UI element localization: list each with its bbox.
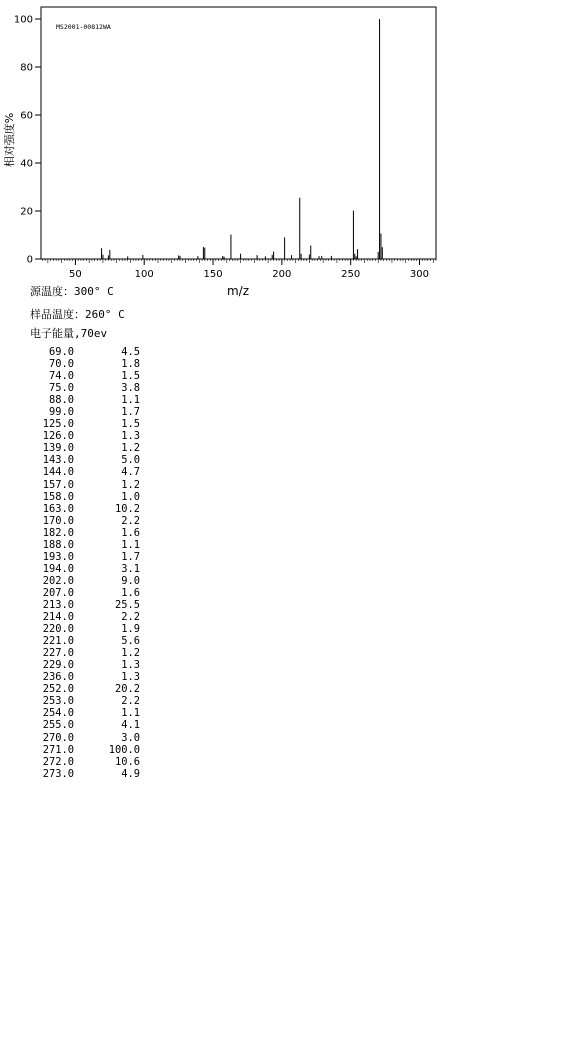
table-row: [30, 647, 140, 659]
mz-value: 254.0: [42, 707, 74, 720]
mz-value: 193.0: [42, 550, 74, 563]
table-row: [30, 418, 140, 430]
table-row: [30, 382, 140, 394]
peak-table: [30, 346, 140, 780]
abundance-value: 9.0: [121, 574, 140, 587]
table-row: [30, 479, 140, 491]
mass-spectrum-chart: [0, 0, 570, 300]
x-minor-ticks: [42, 259, 436, 263]
table-row: [30, 370, 140, 382]
mz-value: 70.0: [48, 358, 74, 371]
electron-energy: 电子能量,70ev: [30, 327, 108, 340]
table-row: [30, 466, 140, 478]
mz-value: 88.0: [48, 394, 74, 407]
mz-value: 143.0: [42, 454, 74, 467]
x-axis-label: m/z: [226, 284, 250, 298]
table-row: [30, 635, 140, 647]
table-row: [30, 503, 140, 515]
mz-value: 99.0: [48, 406, 74, 419]
abundance-value: 1.6: [121, 526, 140, 539]
mz-value: 255.0: [42, 719, 74, 732]
table-row: [30, 442, 140, 454]
table-row: [30, 599, 140, 611]
mz-value: 144.0: [42, 466, 74, 479]
mz-value: 270.0: [42, 731, 74, 744]
mz-value: 220.0: [42, 623, 74, 636]
abundance-value: 1.3: [121, 671, 140, 684]
table-row: [30, 659, 140, 671]
mz-value: 75.0: [48, 382, 74, 395]
x-tick-label: 50: [69, 269, 82, 280]
table-row: [30, 671, 140, 683]
y-tick-label: 60: [20, 110, 33, 122]
abundance-value: 1.2: [121, 478, 140, 491]
table-row: [30, 683, 140, 695]
abundance-value: 1.7: [121, 406, 140, 419]
mz-value: 253.0: [42, 695, 74, 708]
abundance-value: 4.1: [121, 719, 140, 732]
x-tick-label: 300: [409, 269, 430, 280]
table-row: [30, 756, 140, 768]
abundance-value: 2.2: [121, 695, 140, 708]
mz-value: 221.0: [42, 635, 74, 648]
table-row: [30, 491, 140, 503]
table-row: [30, 515, 140, 527]
y-axis: [14, 15, 41, 266]
mz-value: 207.0: [42, 586, 74, 599]
abundance-value: 1.3: [121, 659, 140, 672]
abundance-value: 1.9: [121, 623, 140, 636]
abundance-value: 1.2: [121, 647, 140, 660]
x-tick-label: 100: [134, 269, 154, 280]
table-row: [30, 454, 140, 466]
mz-value: 170.0: [42, 514, 74, 527]
mz-value: 194.0: [42, 562, 74, 575]
table-row: [30, 358, 140, 370]
x-tick-label: 250: [341, 269, 361, 280]
mz-value: 126.0: [42, 430, 74, 443]
mz-value: 272.0: [42, 755, 74, 768]
abundance-value: 4.7: [121, 466, 140, 479]
abundance-value: 100.0: [108, 743, 140, 756]
table-row: [30, 394, 140, 406]
mz-value: 158.0: [42, 490, 74, 503]
y-tick-label: 20: [20, 206, 33, 218]
table-row: [30, 768, 140, 780]
mz-value: 271.0: [42, 743, 74, 756]
mz-value: 125.0: [42, 418, 74, 431]
table-row: [30, 744, 140, 756]
mz-value: 74.0: [48, 370, 74, 383]
table-row: [30, 611, 140, 623]
abundance-value: 1.8: [121, 358, 140, 371]
table-row: [30, 587, 140, 599]
x-axis: [69, 259, 429, 280]
table-row: [30, 732, 140, 744]
abundance-value: 4.9: [121, 767, 140, 780]
x-tick-label: 150: [203, 269, 223, 280]
abundance-value: 1.1: [121, 707, 140, 720]
mz-value: 236.0: [42, 671, 74, 684]
abundance-value: 20.2: [114, 683, 140, 696]
abundance-value: 1.1: [121, 394, 140, 407]
table-row: [30, 430, 140, 442]
table-row: [30, 346, 140, 358]
table-row: [30, 551, 140, 563]
y-tick-label: 0: [26, 254, 33, 266]
x-tick-label: 200: [272, 269, 292, 280]
table-row: [30, 527, 140, 539]
mz-value: 182.0: [42, 526, 74, 539]
y-axis-label: 相对强度%: [3, 112, 16, 168]
abundance-value: 1.1: [121, 538, 140, 551]
mz-value: 202.0: [42, 574, 74, 587]
abundance-value: 10.2: [114, 502, 140, 515]
sample-temperature: 样品温度：260° C: [30, 308, 125, 321]
spectrum-peaks: [102, 19, 383, 259]
table-row: [30, 563, 140, 575]
abundance-value: 5.0: [121, 454, 140, 467]
abundance-value: 3.1: [121, 562, 140, 575]
spectrum-id: MS2001-00812WA: [56, 23, 111, 31]
plot-frame: [41, 7, 436, 259]
source-temperature: 源温度：300° C: [30, 285, 114, 298]
mz-value: 273.0: [42, 767, 74, 780]
y-tick-label: 100: [13, 14, 33, 26]
abundance-value: 1.2: [121, 442, 140, 455]
mz-value: 188.0: [42, 538, 74, 551]
y-tick-label: 80: [20, 62, 33, 74]
mz-value: 227.0: [42, 647, 74, 660]
table-row: [30, 707, 140, 719]
mz-value: 157.0: [42, 478, 74, 491]
mz-value: 163.0: [42, 502, 74, 515]
table-row: [30, 539, 140, 551]
mz-value: 214.0: [42, 611, 74, 624]
abundance-value: 2.2: [121, 611, 140, 624]
abundance-value: 3.8: [121, 382, 140, 395]
abundance-value: 25.5: [114, 598, 140, 611]
mz-value: 252.0: [42, 683, 74, 696]
abundance-value: 1.7: [121, 550, 140, 563]
mz-value: 213.0: [42, 598, 74, 611]
abundance-value: 4.5: [121, 346, 140, 358]
abundance-value: 1.5: [121, 370, 140, 383]
mz-value: 229.0: [42, 659, 74, 672]
table-row: [30, 575, 140, 587]
abundance-value: 1.0: [121, 490, 140, 503]
table-row: [30, 406, 140, 418]
mz-value: 139.0: [42, 442, 74, 455]
abundance-value: 1.5: [121, 418, 140, 431]
abundance-value: 1.3: [121, 430, 140, 443]
table-row: [30, 623, 140, 635]
table-row: [30, 719, 140, 731]
abundance-value: 10.6: [114, 755, 140, 768]
table-row: [30, 695, 140, 707]
abundance-value: 1.6: [121, 586, 140, 599]
abundance-value: 3.0: [121, 731, 140, 744]
mz-value: 69.0: [48, 346, 74, 358]
abundance-value: 5.6: [121, 635, 140, 648]
y-tick-label: 40: [20, 158, 33, 170]
abundance-value: 2.2: [121, 514, 140, 527]
